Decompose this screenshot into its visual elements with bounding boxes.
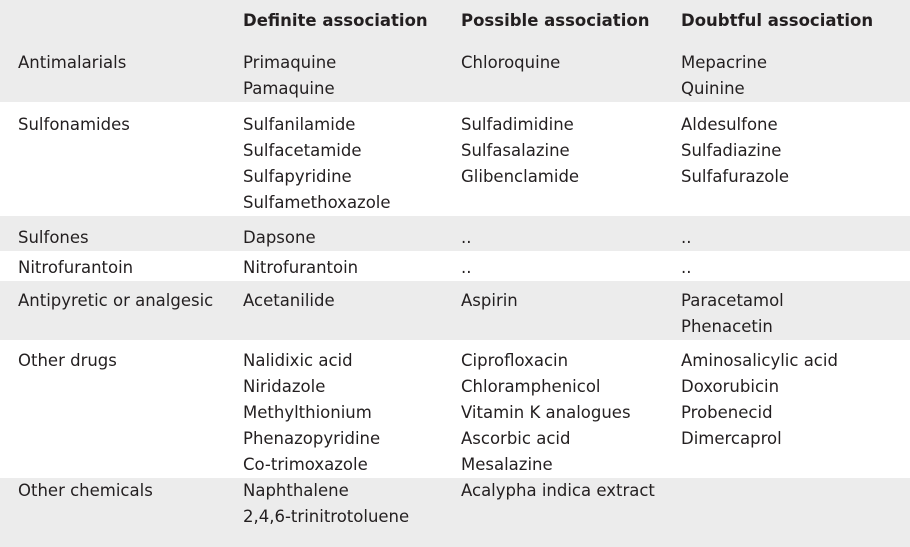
drug-name: Probenecid: [681, 403, 773, 422]
definite-cell: [225, 102, 443, 216]
category-cell: [0, 478, 225, 532]
possible-cell: [443, 216, 663, 251]
doubtful-cell: [663, 340, 910, 478]
empty-marker: ..: [681, 228, 692, 247]
doubtful-cell: [663, 251, 910, 281]
drug-name: Ciprofloxacin: [461, 351, 569, 370]
drug-name: Aspirin: [461, 291, 518, 310]
possible-cell: [443, 251, 663, 281]
drug-name: Acalypha indica extract: [461, 481, 655, 500]
category-label: Other chemicals: [18, 481, 153, 500]
drug-name: Aldesulfone: [681, 115, 778, 134]
drug-name: Naphthalene: [243, 481, 349, 500]
empty-marker: ..: [461, 258, 472, 277]
drug-name: Acetanilide: [243, 291, 335, 310]
drug-name: Sulfanilamide: [243, 115, 356, 134]
table-row: [0, 478, 910, 532]
drug-name: Sulfacetamide: [243, 141, 362, 160]
drug-name: Aminosalicylic acid: [681, 351, 838, 370]
drug-name: Primaquine: [243, 53, 337, 72]
drug-name: Sulfapyridine: [243, 167, 352, 186]
table-row: [0, 40, 910, 102]
category-cell: [0, 251, 225, 281]
category-cell: [0, 102, 225, 216]
header-possible: Possible association: [443, 0, 663, 40]
drug-name: Paracetamol: [681, 291, 784, 310]
drug-name: Methylthionium: [243, 403, 372, 422]
drug-name: Mesalazine: [461, 455, 553, 474]
drug-name: Doxorubicin: [681, 377, 780, 396]
drug-name: Sulfasalazine: [461, 141, 570, 160]
drug-name: Sulfamethoxazole: [243, 193, 391, 212]
doubtful-cell: [663, 281, 910, 340]
table-row: [0, 251, 910, 281]
drug-name: Sulfafurazole: [681, 167, 790, 186]
drug-name: Mepacrine: [681, 53, 768, 72]
possible-cell: [443, 281, 663, 340]
header-category: [0, 0, 225, 40]
drug-name: Sulfadiazine: [681, 141, 782, 160]
drug-name: Chloroquine: [461, 53, 561, 72]
drug-name: Sulfadimidine: [461, 115, 574, 134]
table-row: [0, 216, 910, 251]
category-label: Nitrofurantoin: [18, 258, 134, 277]
drug-name: Glibenclamide: [461, 167, 580, 186]
drug-name: Phenazopyridine: [243, 429, 381, 448]
definite-cell: [225, 340, 443, 478]
drug-name: Nalidixic acid: [243, 351, 353, 370]
doubtful-cell: [663, 40, 910, 102]
category-label: Antipyretic or analgesic: [18, 291, 214, 310]
drug-name: Pamaquine: [243, 79, 335, 98]
table-row: [0, 340, 910, 478]
doubtful-cell: [663, 102, 910, 216]
possible-cell: [443, 340, 663, 478]
definite-cell: [225, 216, 443, 251]
empty-marker: ..: [461, 228, 472, 247]
definite-cell: [225, 478, 443, 532]
header-definite: Definite association: [225, 0, 443, 40]
drug-name: Quinine: [681, 79, 745, 98]
table-row: [0, 281, 910, 340]
category-label: Antimalarials: [18, 53, 127, 72]
possible-cell: [443, 102, 663, 216]
drug-name: Vitamin K analogues: [461, 403, 631, 422]
category-label: Other drugs: [18, 351, 117, 370]
drug-name: Chloramphenicol: [461, 377, 601, 396]
drug-name: Dimercaprol: [681, 429, 782, 448]
header-row: [0, 0, 910, 40]
table-row: [0, 102, 910, 216]
header-doubtful: Doubtful association: [663, 0, 910, 40]
category-cell: [0, 281, 225, 340]
possible-cell: [443, 478, 663, 532]
possible-cell: [443, 40, 663, 102]
doubtful-cell: [663, 478, 910, 532]
definite-cell: [225, 281, 443, 340]
drug-name: Co-trimoxazole: [243, 455, 368, 474]
empty-marker: ..: [681, 258, 692, 277]
definite-cell: [225, 251, 443, 281]
drug-name: Nitrofurantoin: [243, 258, 359, 277]
definite-cell: [225, 40, 443, 102]
drug-name: Dapsone: [243, 228, 316, 247]
category-label: Sulfones: [18, 228, 89, 247]
drug-name: Ascorbic acid: [461, 429, 571, 448]
drug-name: Phenacetin: [681, 317, 773, 336]
drug-name: 2,4,6-trinitrotoluene: [243, 507, 410, 526]
category-label: Sulfonamides: [18, 115, 130, 134]
category-cell: [0, 40, 225, 102]
category-cell: [0, 216, 225, 251]
drug-name: Niridazole: [243, 377, 326, 396]
category-cell: [0, 340, 225, 478]
doubtful-cell: [663, 216, 910, 251]
